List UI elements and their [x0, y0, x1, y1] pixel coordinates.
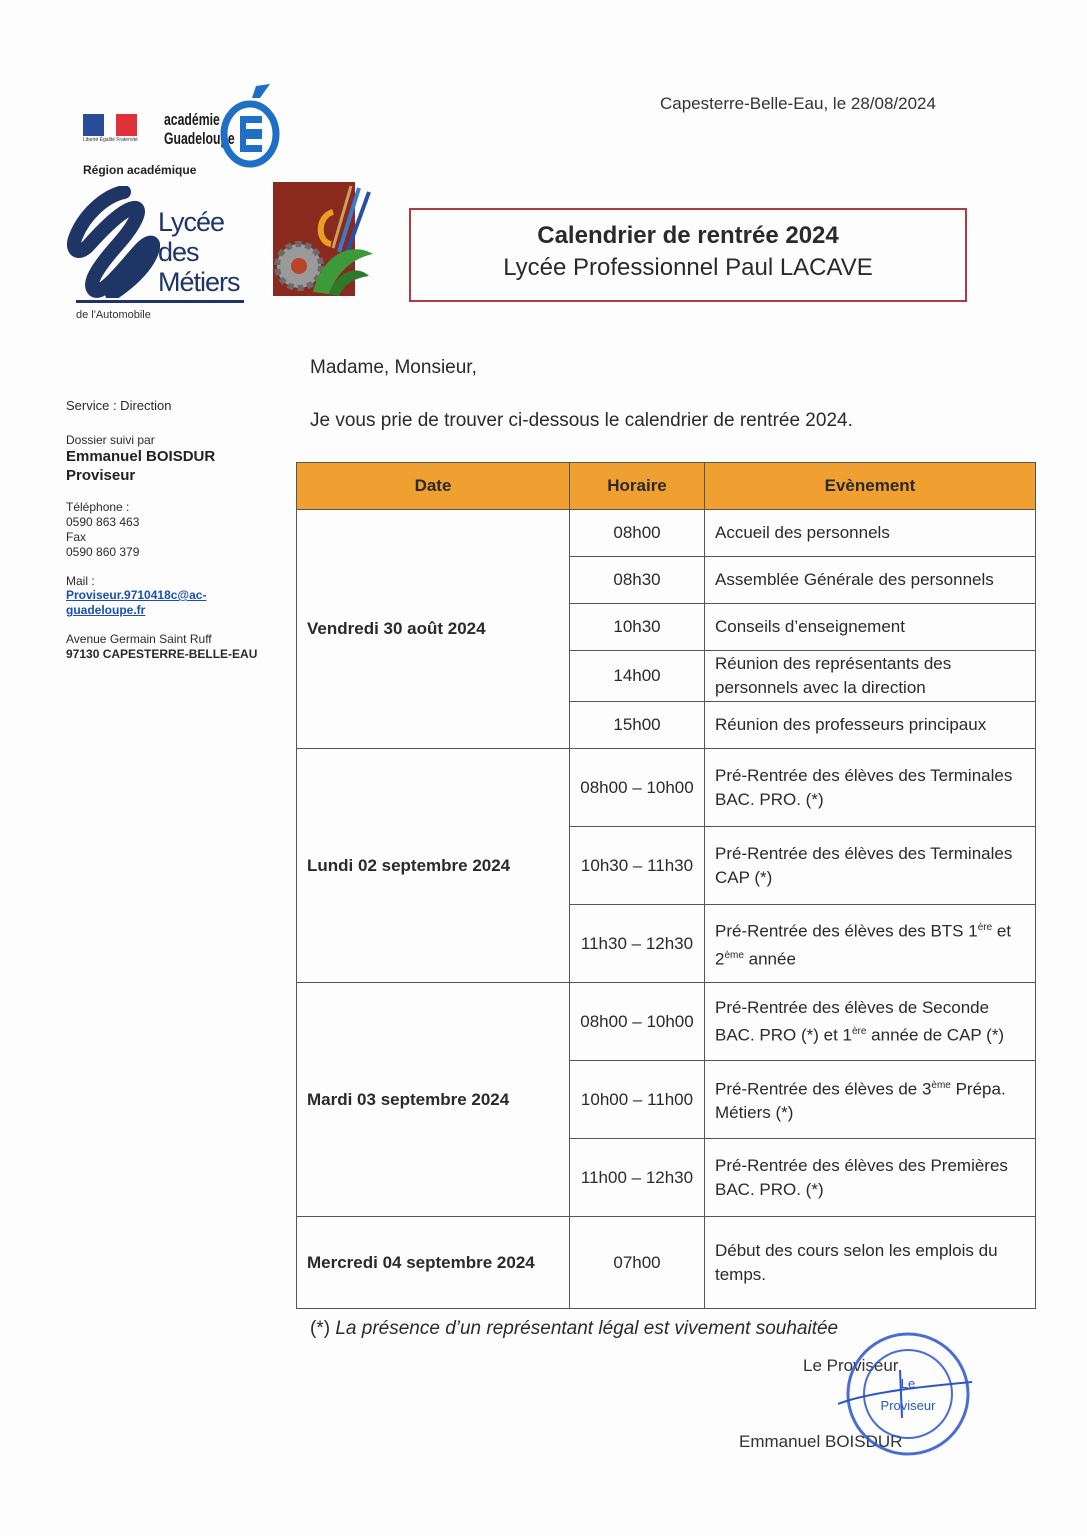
lycee-logo-subtitle: de l'Automobile [76, 309, 151, 321]
event-cell: Pré-Rentrée des élèves des Premières BAC. PRO. (*) [705, 1139, 1036, 1217]
document-title: Calendrier de rentrée 2024 [537, 222, 839, 249]
logo-underline [76, 300, 244, 303]
event-cell: Conseils d’enseignement [705, 604, 1036, 651]
event-cell: Début des cours selon les emplois du temps. [705, 1217, 1036, 1309]
footnote [310, 1318, 838, 1340]
service-label: Service : Direction [66, 398, 172, 413]
address-line-2: 97130 CAPESTERRE-BELLE-EAU [66, 647, 258, 661]
svg-text:Proviseur: Proviseur [880, 1398, 936, 1413]
time-cell: 10h00 – 11h00 [570, 1061, 705, 1139]
header-date: Date [297, 463, 570, 510]
fax-number: 0590 860 379 [66, 545, 140, 559]
header-horaire: Horaire [570, 463, 705, 510]
event-cell: Pré-Rentrée des élèves des Terminales BAC. PRO. (*) [705, 749, 1036, 827]
mail-label: Mail : [66, 574, 95, 588]
date-cell: Mercredi 04 septembre 2024 [297, 1217, 570, 1309]
school-poster-logo-icon [273, 182, 377, 300]
time-cell: 08h00 – 10h00 [570, 749, 705, 827]
fax-label: Fax [66, 530, 87, 544]
official-stamp-icon [838, 1330, 972, 1458]
email-link[interactable] [66, 588, 206, 618]
table-row [297, 749, 1036, 827]
des-line: des [158, 237, 199, 267]
address-line-1: Avenue Germain Saint Ruff [66, 632, 212, 646]
academie-line-2: Guadeloupe [164, 129, 235, 148]
time-cell: 08h30 [570, 557, 705, 604]
time-cell: 08h00 – 10h00 [570, 983, 705, 1061]
time-cell: 15h00 [570, 702, 705, 749]
event-cell: Pré-Rentrée des élèves de Seconde BAC. PRO (*) et 1ère année de CAP (*) [705, 983, 1036, 1061]
signer-name: Emmanuel BOISDUR [739, 1432, 903, 1451]
time-cell: 11h30 – 12h30 [570, 905, 705, 983]
email-link-line-1[interactable]: Proviseur.9710418c@ac- [66, 588, 207, 602]
event-cell: Accueil des personnels [705, 510, 1036, 557]
svg-text:Le: Le [900, 1376, 916, 1391]
document-subtitle: Lycée Professionnel Paul LACAVE [503, 254, 873, 281]
table-row [297, 1217, 1036, 1309]
place-and-date: Capesterre-Belle-Eau, le 28/08/2024 [660, 94, 936, 113]
date-cell: Vendredi 30 août 2024 [297, 510, 570, 749]
time-cell: 10h30 – 11h30 [570, 827, 705, 905]
table-row [297, 983, 1036, 1061]
intro-text: Je vous prie de trouver ci-dessous le calendrier de rentrée 2024. [310, 410, 853, 431]
event-cell: Réunion des professeurs principaux [705, 702, 1036, 749]
email-link-line-2[interactable]: guadeloupe.fr [66, 603, 146, 617]
dossier-label: Dossier suivi par [66, 433, 155, 447]
contact-role: Proviseur [66, 467, 136, 484]
time-cell: 07h00 [570, 1217, 705, 1309]
header-evenement: Evènement [705, 463, 1036, 510]
title-box [409, 208, 967, 302]
lycee-des-metiers-logo-text [158, 207, 240, 297]
time-cell: 10h30 [570, 604, 705, 651]
schedule-table [296, 462, 1036, 1309]
lycee-des-metiers-swirl-logo-icon [64, 186, 160, 298]
metiers-line: Métiers [158, 267, 240, 297]
date-cell: Lundi 02 septembre 2024 [297, 749, 570, 983]
contact-name: Emmanuel BOISDUR [66, 448, 216, 465]
time-cell: 08h00 [570, 510, 705, 557]
footnote-text: La présence d’un représentant légal est vivement souhaitée [335, 1318, 839, 1339]
table-row [297, 510, 1036, 557]
event-cell: Assemblée Générale des personnels [705, 557, 1036, 604]
time-cell: 14h00 [570, 651, 705, 702]
signer-title: Le Proviseur [803, 1356, 899, 1375]
flag-caption: Liberté Égalité Fraternité [83, 137, 138, 143]
event-cell: Réunion des représentants des personnels avec la direction [705, 651, 1036, 702]
time-cell: 11h00 – 12h30 [570, 1139, 705, 1217]
republique-francaise-flag-logo [83, 114, 137, 136]
phone-number: 0590 863 463 [66, 515, 140, 529]
footnote-mark: (*) [310, 1318, 331, 1339]
table-header-row [297, 463, 1036, 510]
event-cell: Pré-Rentrée des élèves des Terminales CAP (*) [705, 827, 1036, 905]
academie-e-logo-icon [216, 84, 280, 168]
region-academique-label: Région académique [83, 163, 197, 177]
academie-line-1: académie [164, 110, 220, 129]
lycee-line: Lycée [158, 207, 225, 237]
date-cell: Mardi 03 septembre 2024 [297, 983, 570, 1217]
event-cell: Pré-Rentrée des élèves de 3ème Prépa. Métiers (*) [705, 1061, 1036, 1139]
phone-label: Téléphone : [66, 500, 130, 514]
greeting: Madame, Monsieur, [310, 357, 477, 378]
event-cell: Pré-Rentrée des élèves des BTS 1ère et 2ème année [705, 905, 1036, 983]
